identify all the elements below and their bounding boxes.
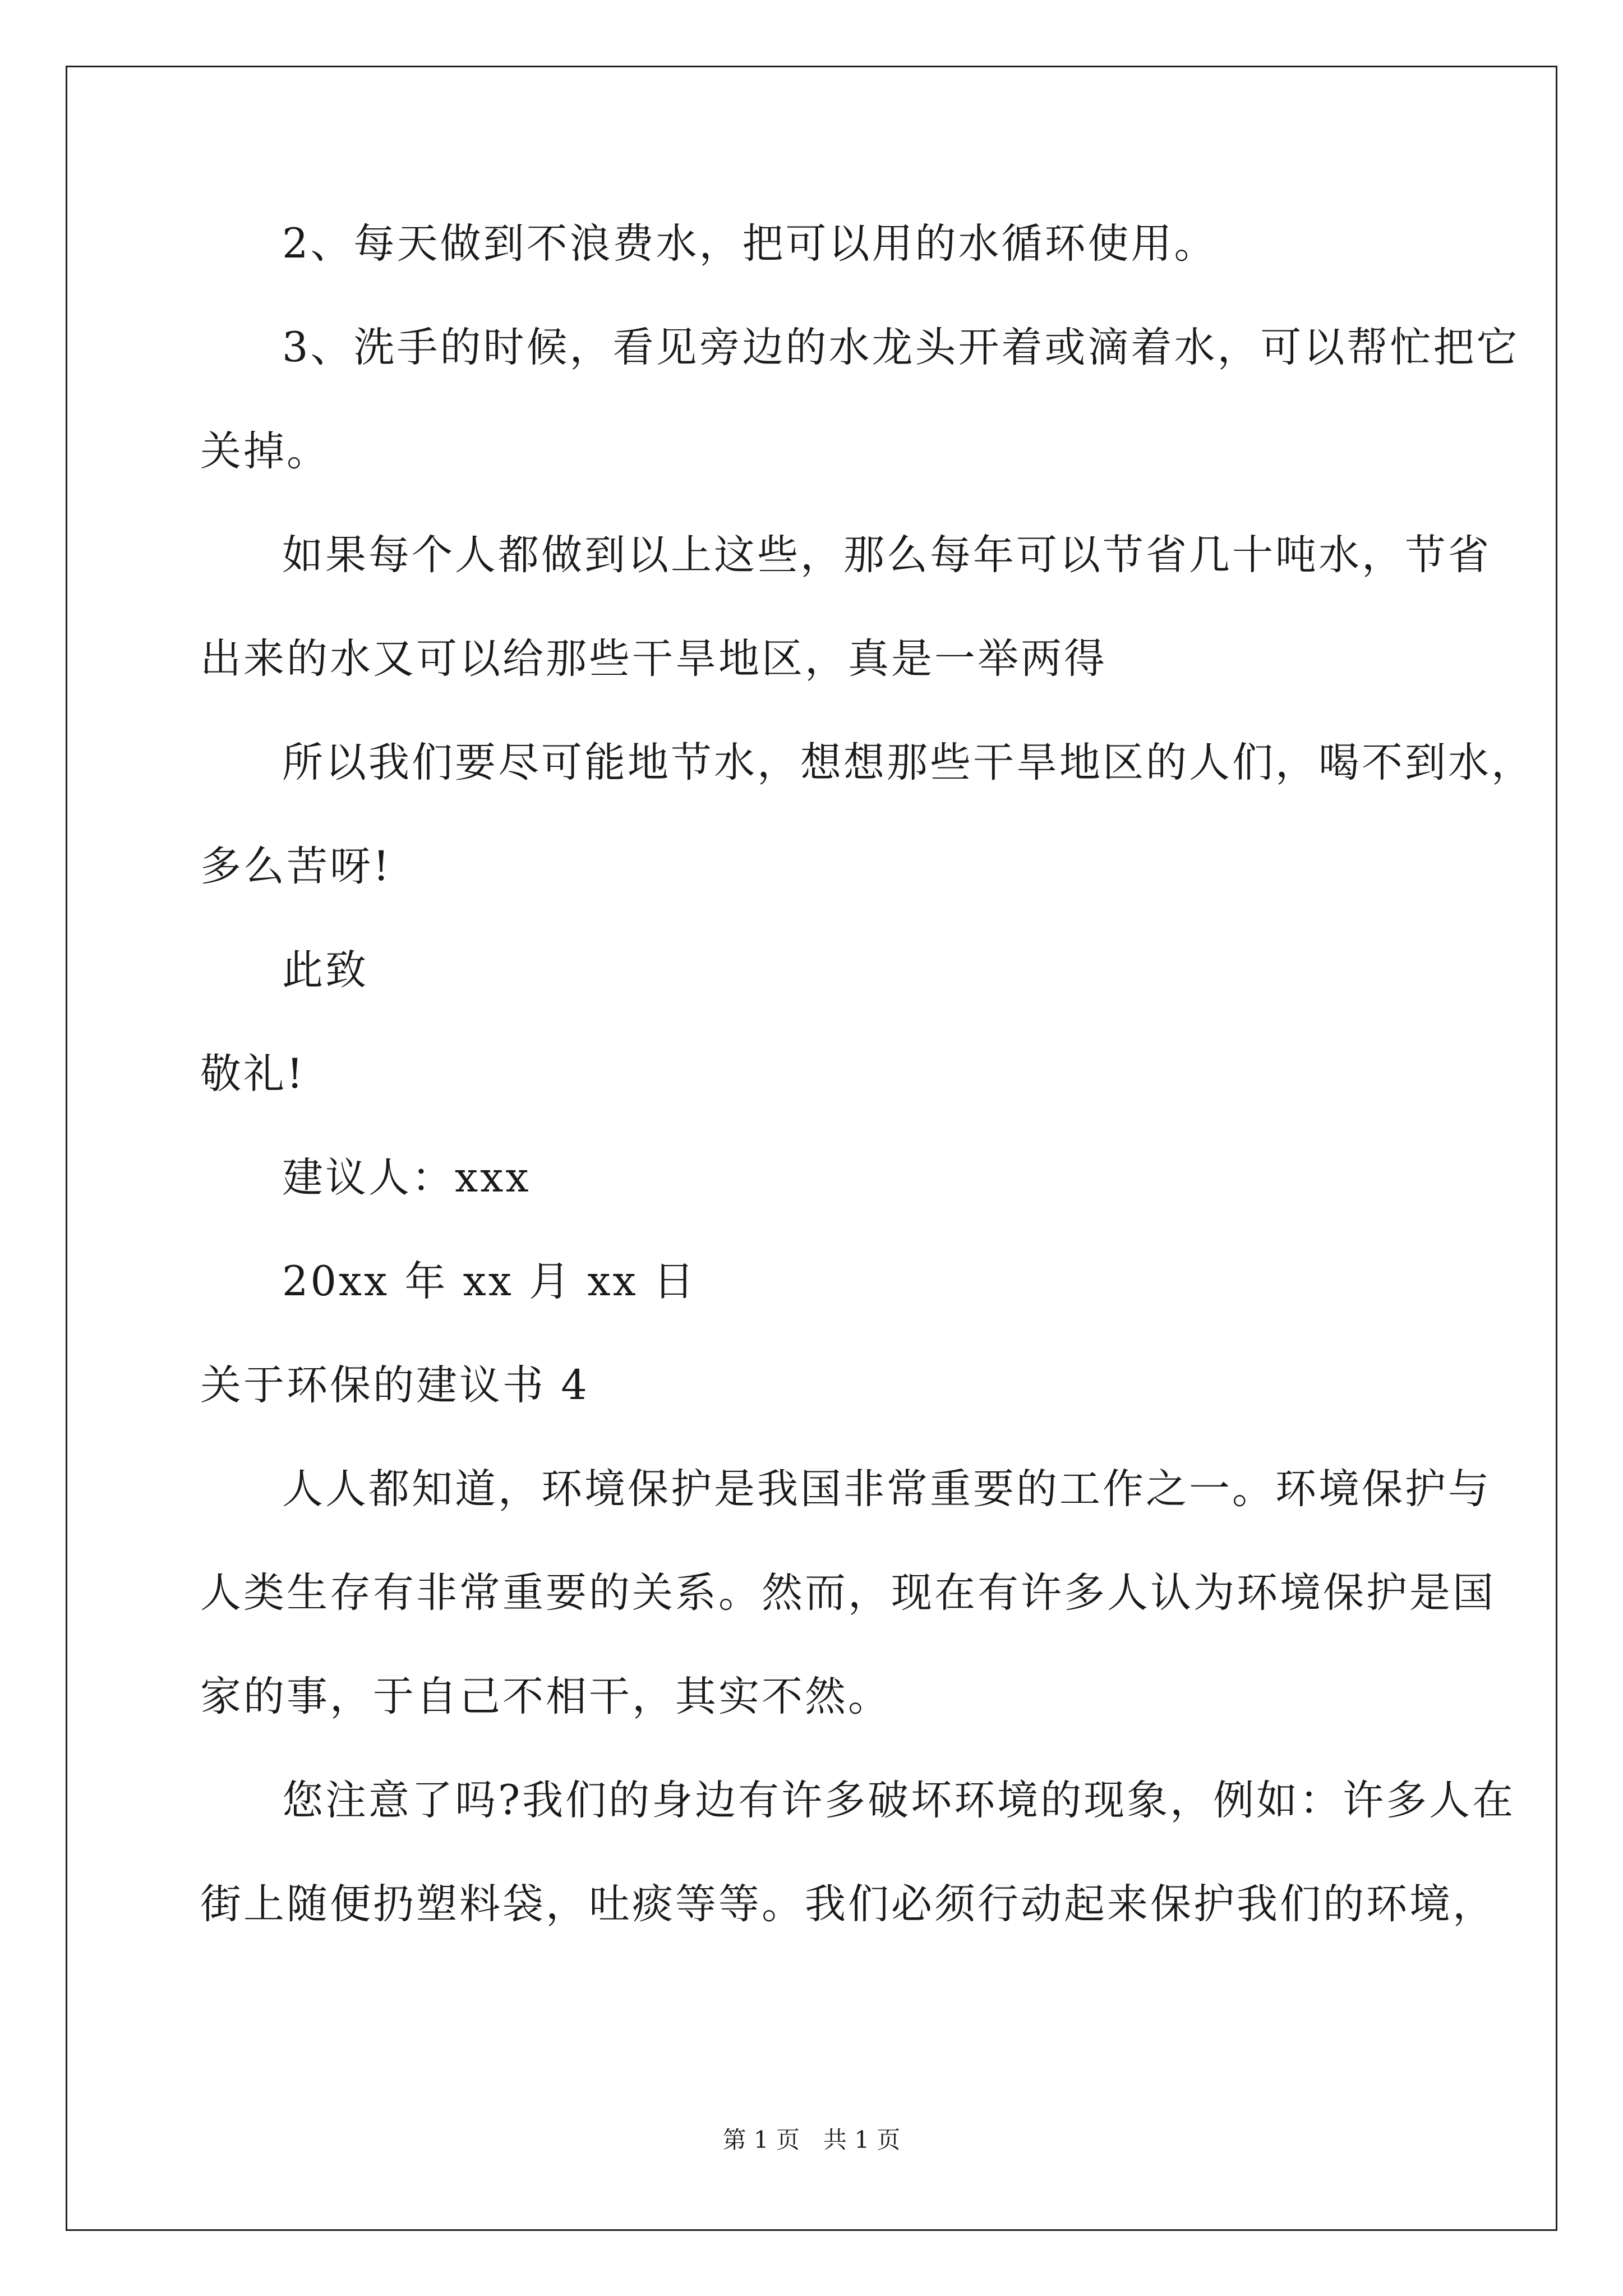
- signature-line: 建议人：xxx: [282, 1154, 531, 1202]
- text-line: 街上随便扔塑料袋，吐痰等等。我们必须行动起来保护我们的环境，: [200, 1880, 1496, 1928]
- closing-regards: 敬礼!: [200, 1050, 306, 1098]
- text-line: 人人都知道，环境保护是我国非常重要的工作之一。环境保护与: [282, 1465, 1491, 1513]
- page-footer: 第 1 页 共 1 页: [722, 2126, 901, 2154]
- text-line: 您注意了吗?我们的身边有许多破坏环境的现象，例如：许多人在: [282, 1777, 1516, 1824]
- closing-salutation: 此致: [282, 946, 368, 994]
- text-line: 出来的水又可以给那些干旱地区，真是一举两得: [200, 635, 1107, 683]
- text-line: 如果每个人都做到以上这些，那么每年可以节省几十吨水，节省: [282, 531, 1491, 579]
- section-heading: 关于环保的建议书 4: [200, 1361, 589, 1409]
- text-line: 人类生存有非常重要的关系。然而，现在有许多人认为环境保护是国: [200, 1569, 1496, 1617]
- date-line: 20xx 年 xx 月 xx 日: [282, 1258, 697, 1305]
- text-line: 2、每天做到不浪费水，把可以用的水循环使用。: [282, 220, 1218, 268]
- text-line: 多么苦呀!: [200, 843, 392, 890]
- text-line: 3、洗手的时候，看见旁边的水龙头开着或滴着水，可以帮忙把它: [282, 324, 1520, 371]
- text-line: 关掉。: [200, 427, 330, 475]
- text-line: 所以我们要尽可能地节水，想想那些干旱地区的人们，喝不到水，: [282, 739, 1534, 786]
- text-line: 家的事，于自己不相干，其实不然。: [200, 1673, 891, 1720]
